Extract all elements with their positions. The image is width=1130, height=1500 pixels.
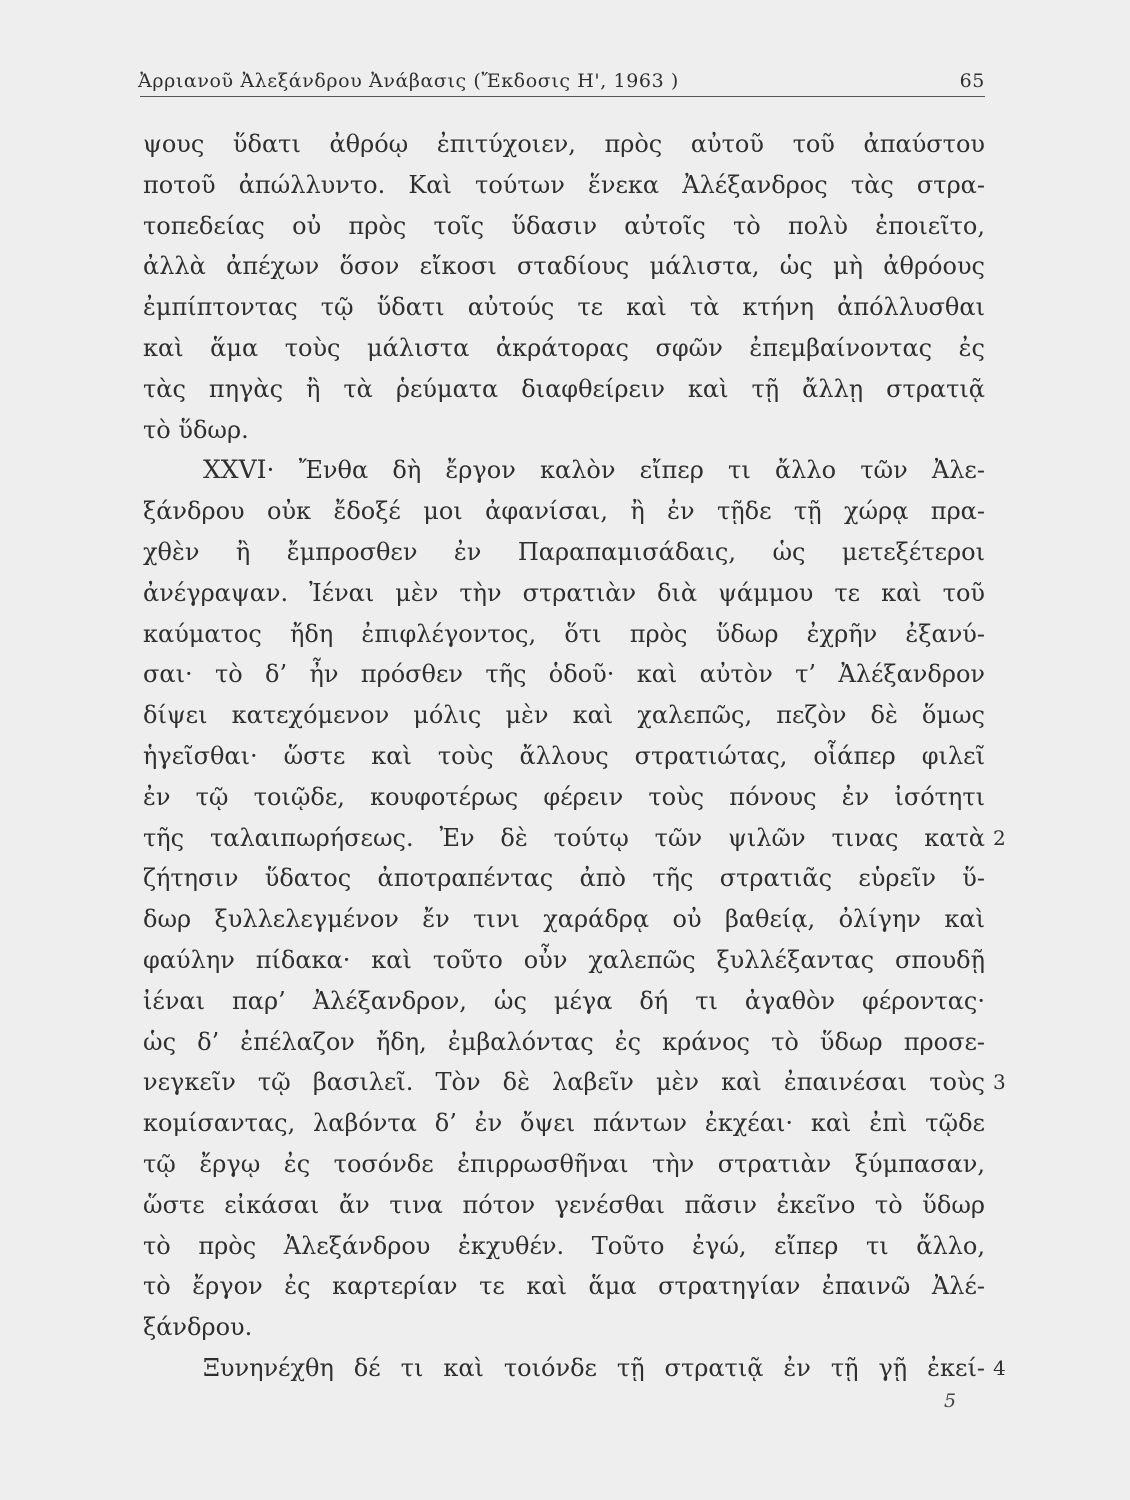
text-line: κομίσαντας, λαβόντα δ’ ἐν ὄψει πάντων ἐκχέαι· καὶ ἐπὶ τῷδε: [143, 1109, 985, 1138]
header-rule: [140, 96, 985, 97]
section-number-3: 3: [993, 1070, 1006, 1095]
running-header: [138, 64, 985, 92]
text-line: τῷ ἔργῳ ἐς τοσόνδε ἐπιρρωσθῆναι τὴν στρατιὰν ξύμπασαν,: [143, 1149, 985, 1178]
signature-mark: 5: [944, 1390, 957, 1412]
section-number-4: 4: [993, 1356, 1006, 1380]
text-line: τὰς πηγὰς ἢ τὰ ῥεύματα διαφθείρειν καὶ τῇ ἄλλῃ στρατιᾷ: [143, 374, 985, 403]
paragraph-start-line: Ξυνηνέχθη δέ τι καὶ τοιόνδε τῇ στρατιᾷ ἐν τῇ γῇ ἐκεί-: [203, 1353, 985, 1382]
text-line: ἡγεῖσθαι· ὥστε καὶ τοὺς ἄλλους στρατιώτας, οἷάπερ φιλεῖ: [143, 741, 985, 770]
text-line: ἀλλὰ ἀπέχων ὅσον εἴκοσι σταδίους μάλιστα, ὡς μὴ ἀθρόους: [143, 252, 985, 281]
text-line: φαύλην πίδακα· καὶ τοῦτο οὖν χαλεπῶς ξυλλέξαντας σπουδῇ: [143, 945, 985, 974]
text-line: τοπεδείας οὐ πρὸς τοῖς ὕδασιν αὐτοῖς τὸ πολὺ ἐποιεῖτο,: [143, 211, 985, 240]
text-line: ὡς δ’ ἐπέλαζον ἤδη, ἐμβαλόντας ἐς κράνος τὸ ὕδωρ προσε-: [143, 1027, 985, 1056]
text-line: δωρ ξυλλελεγμένον ἔν τινι χαράδρᾳ οὐ βαθείᾳ, ὀλίγην καὶ: [143, 905, 985, 934]
chapter-number: XXVI·: [203, 455, 275, 485]
text-line: δίψει κατεχόμενον μόλις μὲν καὶ χαλεπῶς, πεζὸν δὲ ὅμως: [143, 701, 985, 730]
text-line: τὸ πρὸς Ἀλεξάνδρου ἐκχυθέν. Τοῦτο ἐγώ, εἴπερ τι ἄλλο,: [143, 1231, 985, 1260]
section-number-2: 2: [993, 825, 1006, 850]
text-line: ἀνέγραψαν. Ἰέναι μὲν τὴν στρατιὰν διὰ ψάμμου τε καὶ τοῦ: [143, 578, 985, 607]
page-number: 65: [959, 70, 985, 92]
text-line: ξάνδρου οὐκ ἔδοξέ μοι ἀφανίσαι, ἢ ἐν τῇδε τῇ χώρᾳ πρα-: [143, 497, 985, 526]
text-line: ποτοῦ ἀπώλλυντο. Καὶ τούτων ἕνεκα Ἀλέξανδρος τὰς στρα-: [143, 170, 985, 199]
text-line: ἐν τῷ τοιῷδε, κουφοτέρως φέρειν τοὺς πόνους ἐν ἰσότητι: [143, 782, 985, 811]
text-line: χθὲν ἢ ἔμπροσθεν ἐν Παραπαμισάδαις, ὡς μετεξέτεροι: [143, 537, 985, 566]
chapter-start-line: [143, 450, 985, 491]
text-line: ψους ὕδατι ἀθρόῳ ἐπιτύχοιεν, πρὸς αὐτοῦ τοῦ ἀπαύστου: [143, 130, 985, 158]
text-line: καὶ ἅμα τοὺς μάλιστα ἀκράτορας σφῶν ἐπεμβαίνοντας ἐς: [143, 333, 985, 362]
text-line: ξάνδρου.: [143, 1313, 253, 1342]
text-line: Ἔνθα δὴ ἔργον καλὸν εἴπερ τι ἄλλο τῶν Ἀλε-: [298, 456, 985, 485]
text-line: τὸ ἔργον ἐς καρτερίαν τε καὶ ἅμα στρατηγίαν ἐπαινῶ Ἀλέ-: [143, 1272, 985, 1301]
text-line: ὥστε εἰκάσαι ἄν τινα πότον γενέσθαι πᾶσιν ἐκεῖνο τὸ ὕδωρ: [143, 1190, 985, 1219]
text-line: τῆς ταλαιπωρήσεως. Ἐν δὲ τούτῳ τῶν ψιλῶν τινας κατὰ: [143, 823, 985, 852]
header-title: Ἀρριανοῦ Ἀλεξάνδρου Ἀνάβασις (Ἔκδοσις Η', 1963 ): [138, 70, 679, 92]
text-line: νεγκεῖν τῷ βασιλεῖ. Τὸν δὲ λαβεῖν μὲν καὶ ἐπαινέσαι τοὺς: [143, 1068, 985, 1097]
text-line: ἐμπίπτοντας τῷ ὕδατι αὐτούς τε καὶ τὰ κτήνη ἀπόλλυσθαι: [143, 293, 985, 322]
text-line: καύματος ἤδη ἐπιφλέγοντος, ὅτι πρὸς ὕδωρ ἐχρῆν ἐξανύ-: [143, 619, 985, 648]
text-line: ζήτησιν ὕδατος ἀποτραπέντας ἀπὸ τῆς στρατιᾶς εὑρεῖν ὕ-: [143, 864, 985, 893]
text-line: ἰέναι παρ’ Ἀλέξανδρον, ὡς μέγα δή τι ἀγαθὸν φέροντας·: [143, 986, 985, 1015]
text-line: τὸ ὕδωρ.: [143, 415, 249, 444]
text-body: [143, 124, 985, 1389]
text-line: σαι· τὸ δ’ ἦν πρόσθεν τῆς ὁδοῦ· καὶ αὐτὸν τ’ Ἀλέξανδρον: [143, 660, 985, 689]
